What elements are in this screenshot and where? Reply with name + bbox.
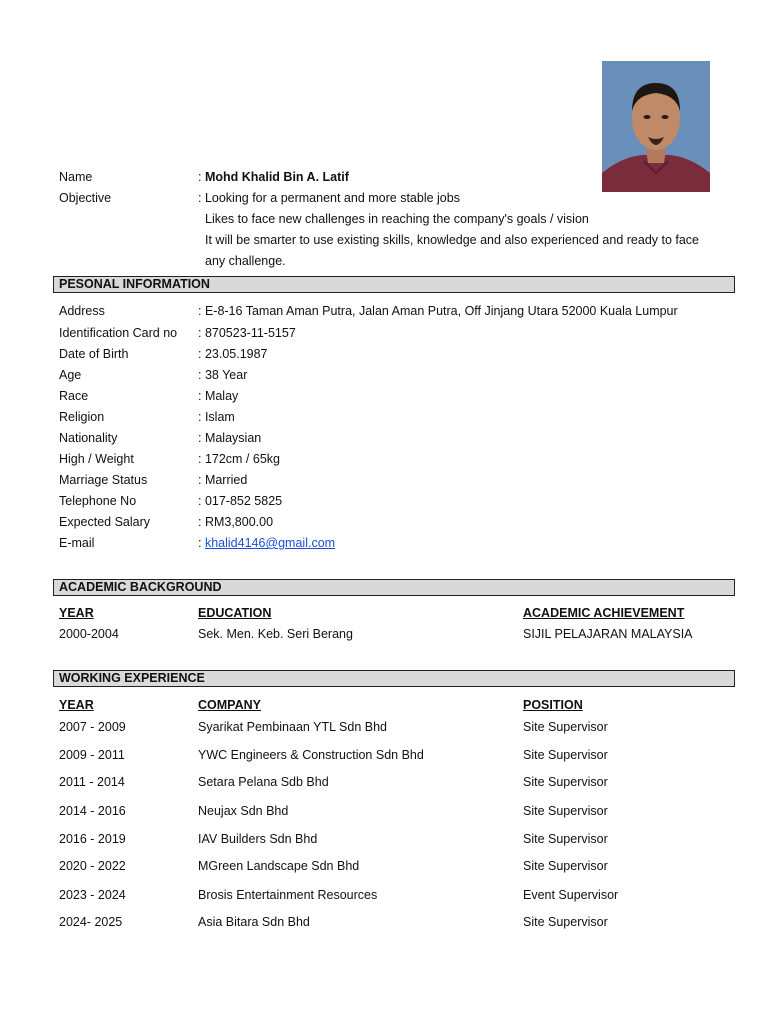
work-company: Brosis Entertainment Resources — [198, 888, 378, 902]
info-value: : 38 Year — [198, 368, 248, 382]
work-company: Setara Pelana Sdb Bhd — [198, 775, 329, 789]
info-value: : 172cm / 65kg — [198, 452, 280, 466]
work-position: Site Supervisor — [523, 915, 608, 929]
info-row-dob — [59, 345, 719, 363]
academic-education: Sek. Men. Keb. Seri Berang — [198, 627, 353, 641]
work-header: WORKING EXPERIENCE — [53, 670, 735, 687]
info-value: : E-8-16 Taman Aman Putra, Jalan Aman Putra, Off Jinjang Utara 52000 Kuala Lumpur — [198, 304, 678, 318]
personal-info-header: PESONAL INFORMATION — [53, 276, 735, 293]
work-col-company: COMPANY — [198, 698, 261, 712]
work-company: Neujax Sdn Bhd — [198, 804, 289, 818]
work-year: 2020 - 2022 — [59, 859, 126, 873]
objective-row — [59, 189, 719, 207]
objective-label: Objective — [59, 191, 112, 205]
work-position: Site Supervisor — [523, 720, 608, 734]
work-position: Site Supervisor — [523, 748, 608, 762]
info-value: : Malaysian — [198, 431, 262, 445]
work-year: 2016 - 2019 — [59, 832, 126, 846]
work-year: 2009 - 2011 — [59, 748, 125, 762]
work-position: Site Supervisor — [523, 832, 608, 846]
info-label: Religion — [59, 410, 105, 424]
info-label: Age — [59, 368, 82, 382]
info-row-race — [59, 387, 719, 405]
academic-col-education: EDUCATION — [198, 606, 272, 620]
objective-line-4: any challenge. — [205, 254, 286, 268]
info-label: High / Weight — [59, 452, 134, 466]
info-value: : Married — [198, 473, 248, 487]
objective-line-1: : Looking for a permanent and more stable jobs — [198, 191, 460, 205]
name-value: : Mohd Khalid Bin A. Latif — [198, 170, 349, 184]
info-row-religion — [59, 408, 719, 426]
academic-col-achievement: ACADEMIC ACHIEVEMENT — [523, 606, 685, 620]
work-company: MGreen Landscape Sdn Bhd — [198, 859, 360, 873]
info-row-nationality — [59, 429, 719, 447]
info-label: Identification Card no — [59, 326, 178, 340]
academic-col-year: YEAR — [59, 606, 94, 620]
info-row-age — [59, 366, 719, 384]
info-label: Telephone No — [59, 494, 137, 508]
work-year: 2024- 2025 — [59, 915, 123, 929]
info-label: Race — [59, 389, 89, 403]
info-row-marriage — [59, 471, 719, 489]
work-company: IAV Builders Sdn Bhd — [198, 832, 318, 846]
info-row-telephone — [59, 492, 719, 510]
info-label: E-mail — [59, 536, 95, 550]
academic-header: ACADEMIC BACKGROUND — [53, 579, 735, 596]
work-position: Site Supervisor — [523, 804, 608, 818]
work-position: Site Supervisor — [523, 859, 608, 873]
work-year: 2014 - 2016 — [59, 804, 126, 818]
info-label: Marriage Status — [59, 473, 148, 487]
work-year: 2011 - 2014 — [59, 775, 125, 789]
academic-year: 2000-2004 — [59, 627, 119, 641]
work-col-position: POSITION — [523, 698, 583, 712]
work-col-year: YEAR — [59, 698, 94, 712]
objective-line-3: It will be smarter to use existing skills, knowledge and also experienced and ready to face — [205, 233, 700, 247]
work-year: 2023 - 2024 — [59, 888, 126, 902]
info-label: Nationality — [59, 431, 118, 445]
info-value: : khalid4146@gmail.com — [198, 536, 336, 550]
info-value: : Malay — [198, 389, 239, 403]
info-label: Date of Birth — [59, 347, 129, 361]
name-row — [59, 168, 719, 186]
info-value: : Islam — [198, 410, 235, 424]
academic-achievement: SIJIL PELAJARAN MALAYSIA — [523, 627, 693, 641]
work-position: Site Supervisor — [523, 775, 608, 789]
objective-line-2: Likes to face new challenges in reaching the company's goals / vision — [205, 212, 589, 226]
info-value: : 870523-11-5157 — [198, 326, 296, 340]
info-row-ic — [59, 324, 719, 342]
info-row-address — [59, 302, 719, 320]
work-year: 2007 - 2009 — [59, 720, 126, 734]
info-row-salary — [59, 513, 719, 531]
work-company: YWC Engineers & Construction Sdn Bhd — [198, 748, 424, 762]
work-company: Syarikat Pembinaan YTL Sdn Bhd — [198, 720, 388, 734]
work-company: Asia Bitara Sdn Bhd — [198, 915, 310, 929]
info-value: : 23.05.1987 — [198, 347, 268, 361]
info-value: : 017-852 5825 — [198, 494, 283, 508]
work-position: Event Supervisor — [523, 888, 619, 902]
info-row-email — [59, 534, 719, 552]
info-label: Address — [59, 304, 105, 318]
info-value: : RM3,800.00 — [198, 515, 274, 529]
info-row-height-weight — [59, 450, 719, 468]
name-label: Name — [59, 170, 93, 184]
email-link[interactable]: khalid4146@gmail.com — [204, 536, 336, 550]
info-label: Expected Salary — [59, 515, 151, 529]
full-name: Mohd Khalid Bin A. Latif — [204, 170, 349, 184]
